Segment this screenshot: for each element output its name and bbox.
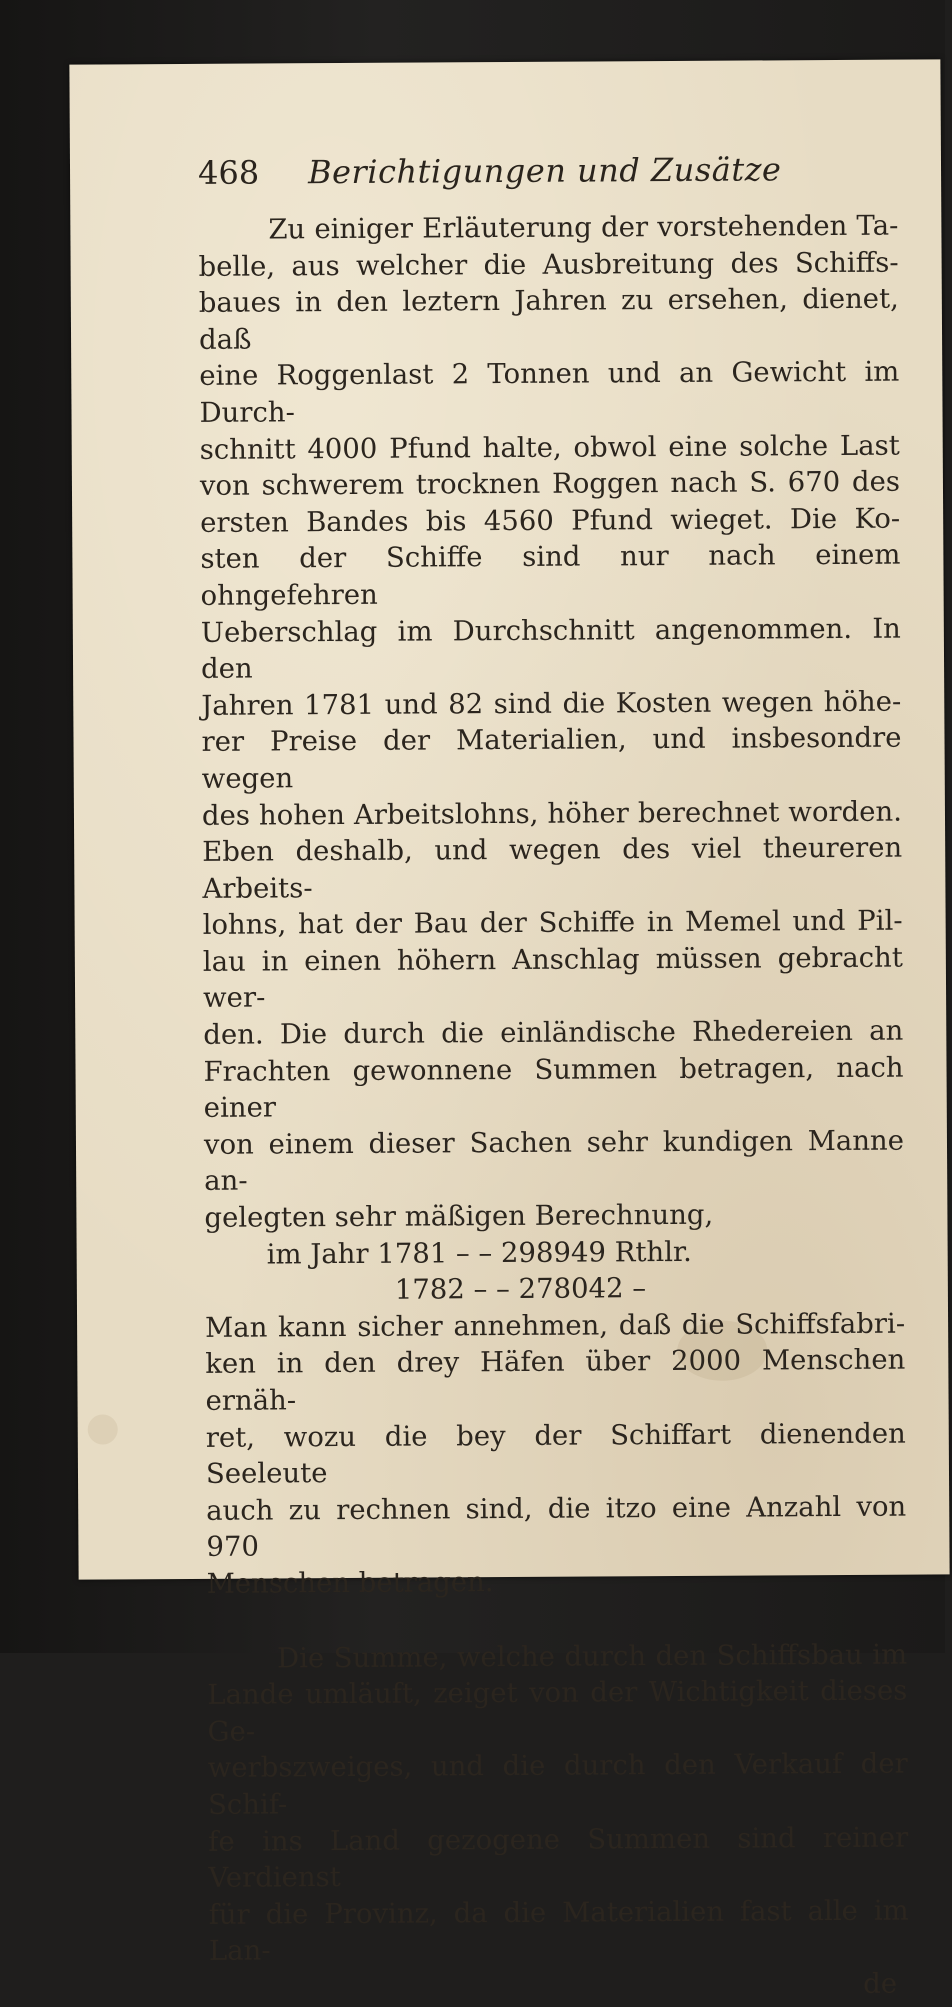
text-line: gelegten sehr mäßigen Berechnung, (204, 1198, 714, 1234)
text-line: belle, aus welcher die Ausbreitung des Schiffs- (198, 246, 899, 283)
text-line: eine Roggenlast 2 Tonnen und an Gewicht im Durch- (199, 355, 900, 429)
text-line: Jahren 1781 und 82 sind die Kosten wegen höhe- (201, 685, 902, 722)
text-line: Eben deshalb, und wegen des viel theureren Arbeits- (202, 831, 903, 905)
text-line: ret, wozu die bey der Schiffart dienenden Seeleute (205, 1417, 906, 1491)
text-line: von schwerem trocknen Roggen nach S. 670 des (199, 465, 901, 503)
text-line: sten der Schiffe sind nur nach einem ohngefehren (200, 538, 901, 612)
text-line: schnitt 4000 Pfund halte, obwol eine solche Last (199, 429, 900, 466)
text-line: den. Die durch die einländische Rhedereien an (203, 1014, 904, 1051)
table-row: 1782 – – 278042 – (394, 1272, 647, 1306)
catchword: de (863, 1967, 898, 2000)
text-line: rer Preise der Materialien, und insbesondre wegen (201, 721, 902, 795)
text-line: lohns, hat der Bau der Schiffe in Memel und Pil- (202, 904, 903, 942)
text-line: lau in einen höhern Anschlag müssen gebracht wer- (202, 941, 903, 1015)
text-line: Die Summe, welche durch den Schiffsbau im (277, 1638, 908, 1674)
text-line: Ueberschlag im Durchschnitt angenommen. In den (200, 612, 901, 686)
text-line: von einem dieser Sachen sehr kundigen Manne an- (203, 1124, 905, 1198)
paragraph-gap (207, 1598, 907, 1640)
text-line: ersten Bandes bis 4560 Pfund wieget. Die Ko- (200, 502, 901, 539)
text-line: Lande umläuft, zeiget von der Wichtigkeit dieses Ge- (207, 1674, 908, 1748)
table-row: im Jahr 1781 – – 298949 Rthlr. (266, 1235, 692, 1271)
text-line: fe ins Land gezogene Summen sind reiner Verdienst (208, 1821, 909, 1894)
paper-stain (88, 1414, 118, 1444)
book-page (69, 59, 949, 2000)
running-head: Berichtigungen und Zusätze (307, 150, 782, 192)
text-line: für die Provinz, da die Materialien fast alle im Lan- (208, 1894, 909, 1968)
text-line: Man kann sicher annehmen, daß die Schiffsfabri- (205, 1307, 906, 1344)
text-line: Zu einiger Erläuterung der vorstehenden Ta- (268, 209, 899, 246)
text-line: ken in den drey Häfen über 2000 Menschen ernäh- (205, 1343, 906, 1417)
page-number: 468 (197, 153, 260, 192)
text-line: baues in den leztern Jahren zu ersehen, dienet, daß (198, 282, 899, 356)
text-line: werbszweiges, und die durch den Verkauf der Schif- (207, 1747, 908, 1821)
text-line: auch zu rechnen sind, die itzo eine Anzahl von 970 (206, 1490, 907, 1564)
page-header (198, 150, 818, 192)
text-line: Frachten gewonnene Summen betragen, nach einer (203, 1051, 904, 1125)
body-text (198, 208, 909, 2007)
text-line: des hohen Arbeitslohns, höher berechnet worden. (201, 795, 903, 832)
text-line: Menschen betragen. (206, 1566, 494, 1600)
